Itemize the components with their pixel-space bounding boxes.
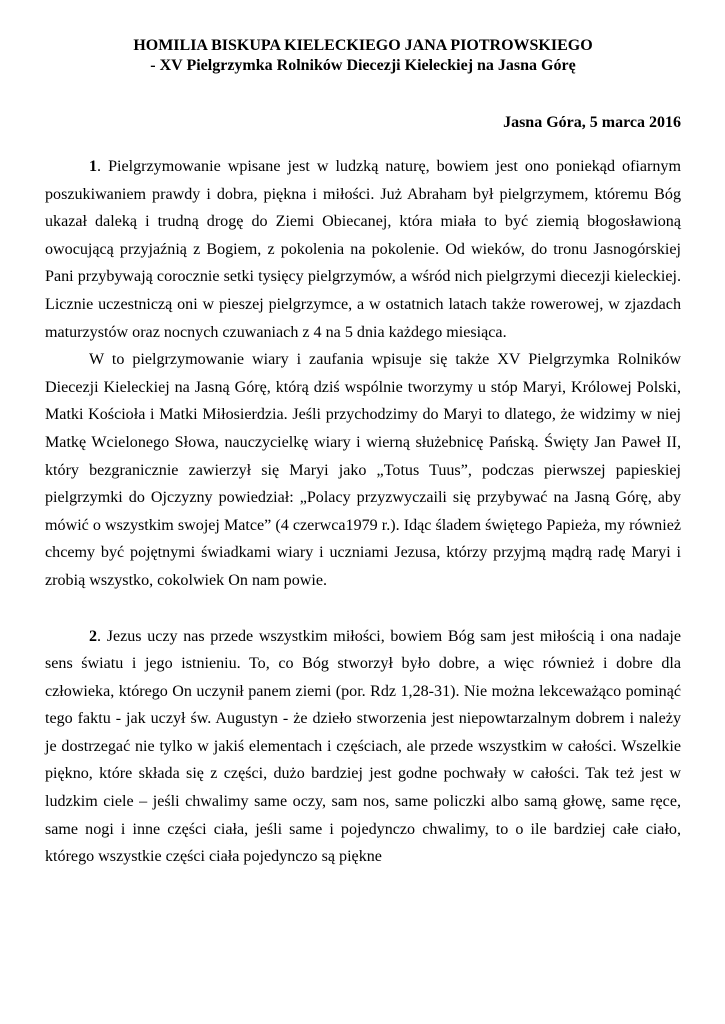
document-title-line-1: HOMILIA BISKUPA KIELECKIEGO JANA PIOTROWSKIEGO xyxy=(133,37,593,54)
paragraph-number: 1 xyxy=(89,158,98,175)
document-page xyxy=(45,36,681,871)
paragraph-1 xyxy=(45,153,681,346)
place-and-date: Jasna Góra, 5 marca 2016 xyxy=(503,114,681,131)
paragraph-text: . Pielgrzymowanie wpisane jest w ludzką naturę, bowiem jest ono poniekąd ofiarnym poszukiwaniem prawdy i dobra, piękna i miłości. Już Abraham był pielgrzymem, któremu Bóg ukazał daleką i trudną drogę do Ziemi Obiecanej, która miała to być ziemią błogosławioną owocującą przyjaźnią z Bogiem, z pokolenia na pokolenie. Od wieków, do tronu Jasnogórskiej Pani przybywają corocznie setki tysięcy pielgrzymów, a wśród nich pielgrzymi diecezji kieleckiej. Licznie uczestniczą oni w pieszej pielgrzymce, a w ostatnich latach także rowerowej, w zjazdach maturzystów oraz nocnych czuwaniach z 4 na 5 dnia każdego miesiąca. xyxy=(45,158,681,341)
paragraph-number: 2 xyxy=(89,627,98,645)
document-title-line-2: - XV Pielgrzymka Rolników Diecezji Kieleckiej na Jasna Górę xyxy=(150,57,576,74)
paragraph-text: W to pielgrzymowanie wiary i zaufania wpisuje się także XV Pielgrzymka Rolników Diecezji Kieleckiej na Jasną Górę, którą dziś wspólnie tworzymy u stóp Maryi, Królowej Polski, Matki Kościoła i Matki Miłosierdzia. Jeśli przychodzimy do Maryi to dlatego, że widzimy w niej Matkę Wcielonego Słowa, nauczycielkę wiary i wierną służebnicę Pańską. Święty Jan Paweł II, który bezgranicznie zawierzył się Maryi jako „Totus Tuus”, podczas pierwszej papieskiej pielgrzymki do Ojczyzny powiedział: „Polacy przyzwyczaili się przybywać na Jasną Górę, aby mówić o wszystkim swojej Matce” (4 czerwca1979 r.). Idąc śladem świętego Papieża, my również chcemy być pojętnymi świadkami wiary i uczniami Jezusa, którzy przyjmą mądrą radę Maryi i zrobią wszystko, cokolwiek On nam powie. xyxy=(45,351,681,589)
paragraph-2 xyxy=(45,623,681,871)
paragraph-text: . Jezus uczy nas przede wszystkim miłości, bowiem Bóg sam jest miłością i ona nadaje sens światu i jego istnieniu. To, co Bóg stworzył było dobre, a więc również i dobre dla człowieka, którego On uczynił panem ziemi (por. Rdz 1,28-31). Nie można lekceważąco pominąć tego faktu - jak uczył św. Augustyn - że dzieło stworzenia jest niepowtarzalnym dobrem i należy je dostrzegać nie tylko w jakiś elementach i częściach, ale przede wszystkim w całości. Wszelkie piękno, które składa się z części, dużo bardziej jest godne pochwały w całości. Tak też jest w ludzkim ciele – jeśli chwalimy same oczy, sam nos, same policzki albo samą głowę, same ręce, same nogi i inne części ciała, jeśli same i pojedynczo chwalimy, to o ile bardziej całe ciało, którego wszystkie części ciała pojedynczo są piękne xyxy=(45,627,681,866)
paragraph-1-continued xyxy=(45,346,681,594)
